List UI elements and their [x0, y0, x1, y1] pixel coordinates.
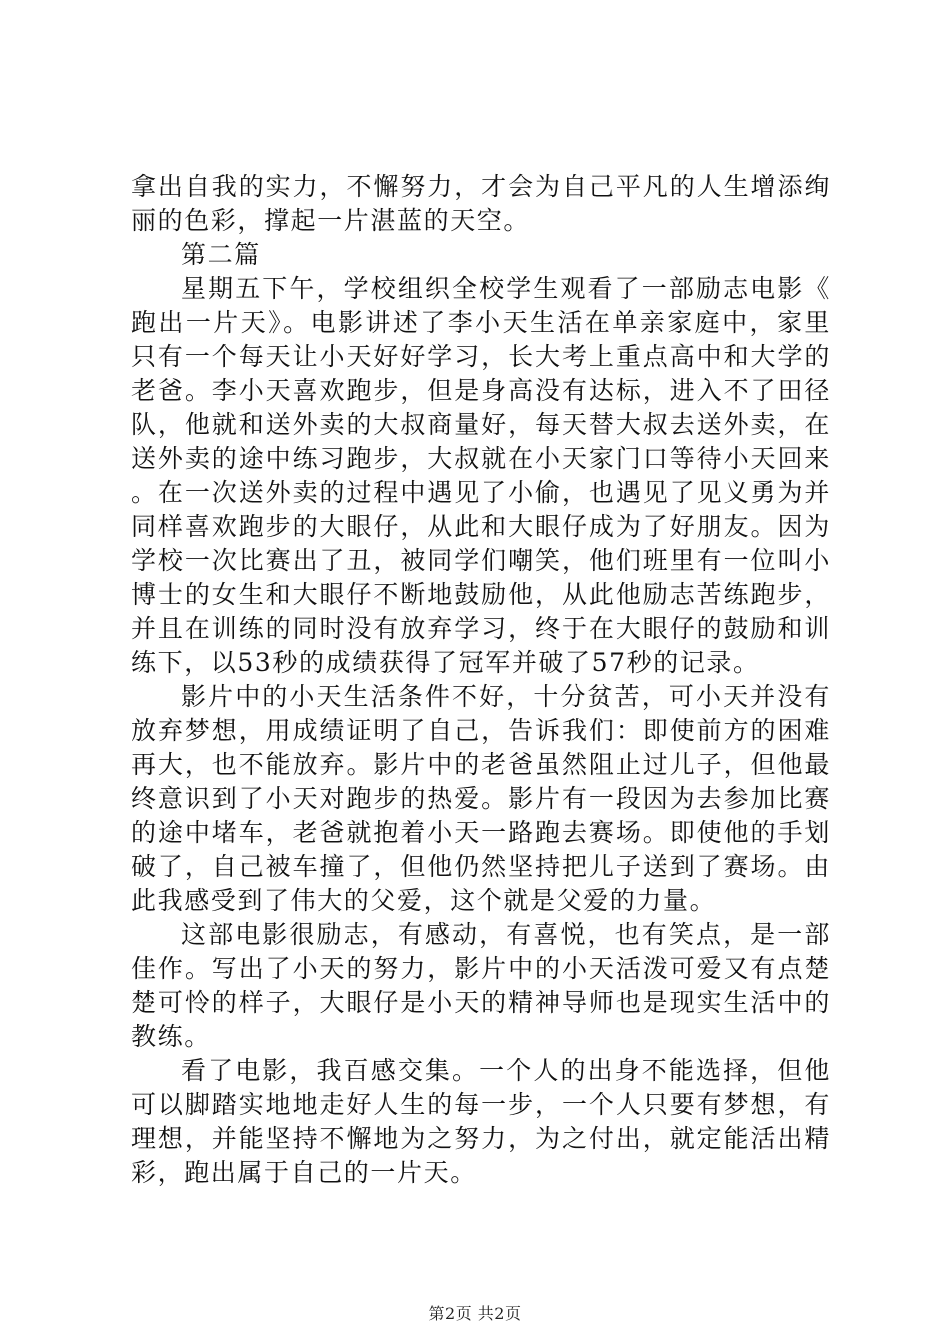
body-paragraph-3: 这部电影很励志，有感动，有喜悦，也有笑点，是一部佳作。写出了小天的努力，影片中的小天活泼可爱又有点楚楚可怜的样子，大眼仔是小天的精神导师也是现实生活中的教练。 [131, 920, 831, 1051]
page-footer: 第2页 共2页 [428, 1304, 522, 1323]
body-paragraph-4: 看了电影，我百感交集。一个人的出身不能选择，但他可以脚踏实地地走好人生的每一步，一个人只要有梦想，有理想，并能坚持不懈地为之努力，为之付出，就定能活出精彩，跑出属于自己的一片天。 [131, 1056, 831, 1187]
continued-paragraph: 拿出自我的实力，不懈努力，才会为自己平凡的人生增添绚丽的色彩，撑起一片湛蓝的天空。 [131, 172, 831, 235]
body-paragraph-2: 影片中的小天生活条件不好，十分贫苦，可小天并没有放弃梦想，用成绩证明了自己，告诉我们：即使前方的困难再大，也不能放弃。影片中的老爸虽然阻止过儿子，但他最终意识到了小天对跑步的热爱。影片有一段因为去参加比赛的途中堵车，老爸就抱着小天一路跑去赛场。即使他的手划破了，自己被车撞了，但他仍然坚持把儿子送到了赛场。由此我感受到了伟大的父爱，这个就是父爱的力量。 [131, 682, 831, 915]
section-heading: 第二篇 [181, 240, 261, 269]
document-body [131, 170, 831, 1190]
body-paragraph-1: 星期五下午，学校组织全校学生观看了一部励志电影《跑出一片天》。电影讲述了李小天生活在单亲家庭中，家里只有一个每天让小天好好学习，长大考上重点高中和大学的老爸。李小天喜欢跑步，但是身高没有达标，进入不了田径队，他就和送外卖的大叔商量好，每天替大叔去送外卖，在送外卖的途中练习跑步，大叔就在小天家门口等待小天回来。在一次送外卖的过程中遇见了小偷，也遇见了见义勇为并同样喜欢跑步的大眼仔，从此和大眼仔成为了好朋友。因为学校一次比赛出了丑，被同学们嘲笑，他们班里有一位叫小博士的女生和大眼仔不断地鼓励他，从此他励志苦练跑步，并且在训练的同时没有放弃学习，终于在大眼仔的鼓励和训练下，以53秒的成绩获得了冠军并破了57秒的记录。 [131, 274, 831, 677]
